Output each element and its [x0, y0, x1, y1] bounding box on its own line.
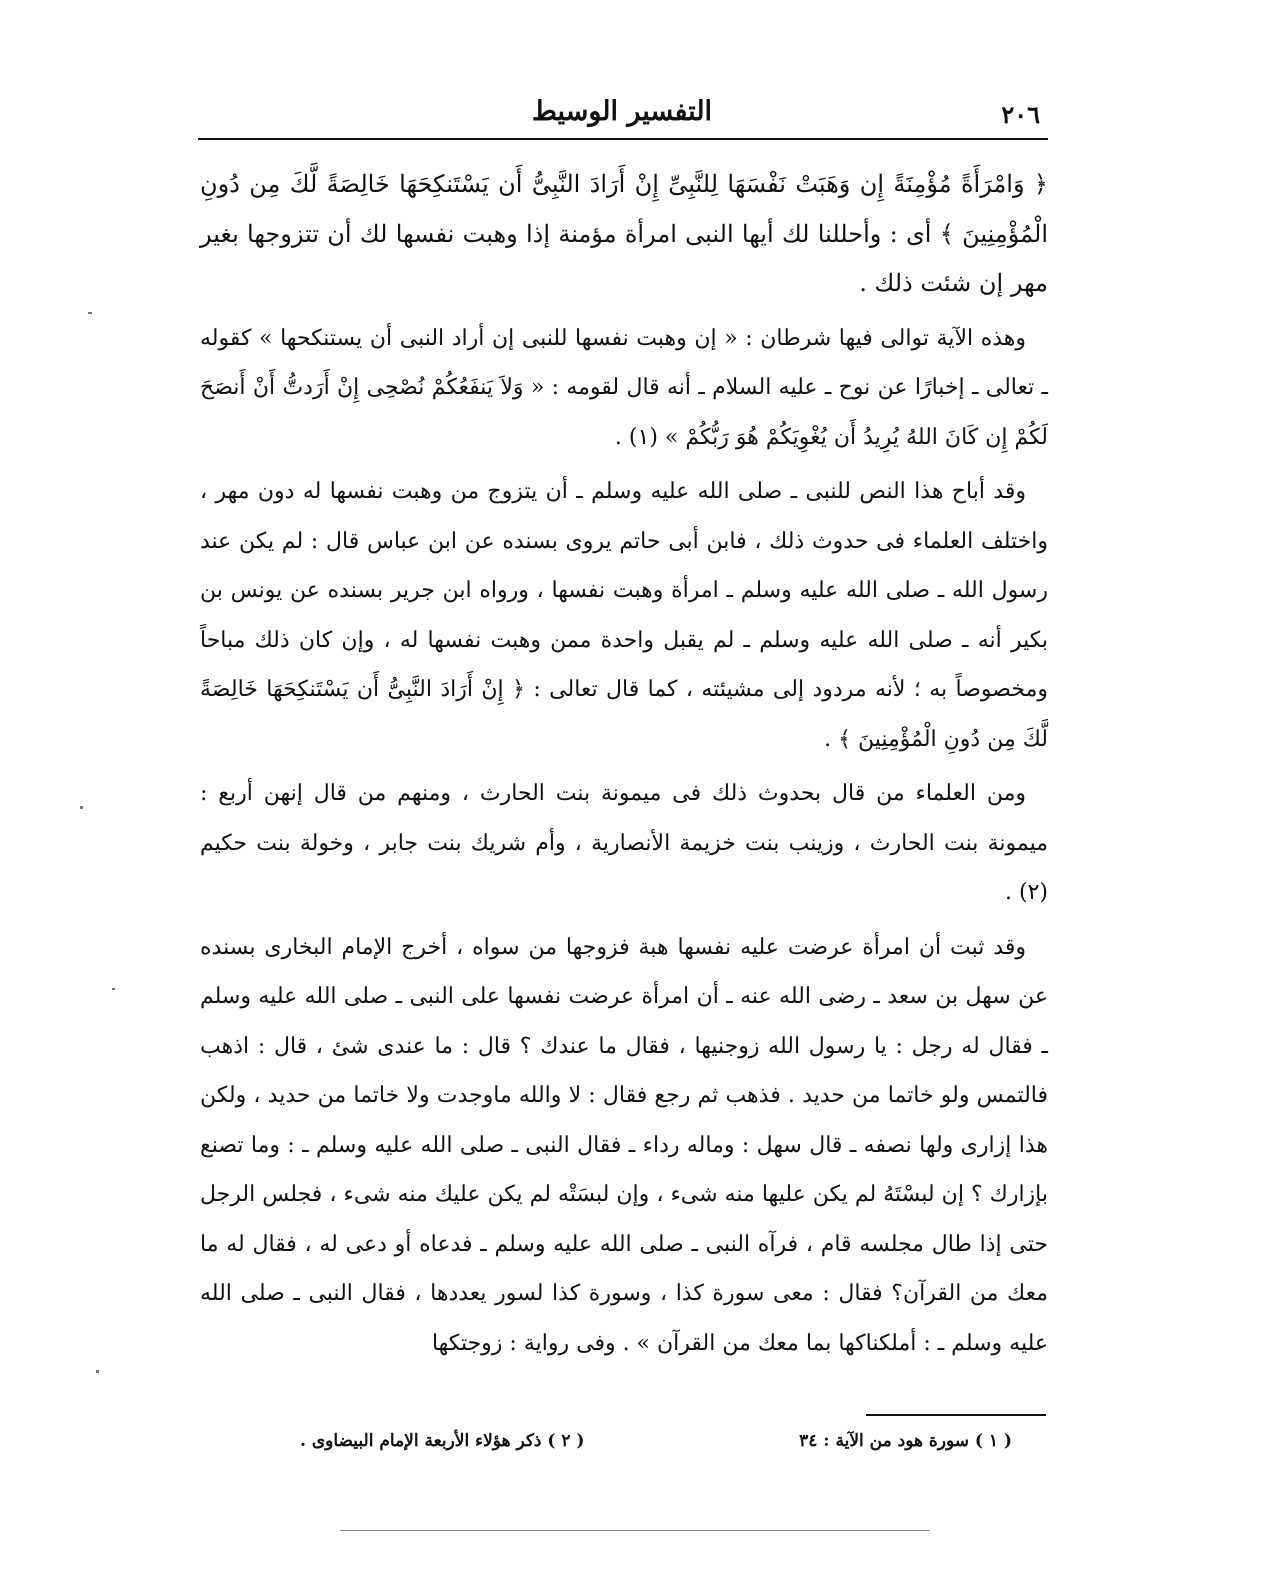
paragraph-scholars: ومن العلماء من قال بحدوث ذلك فى ميمونة بنت الحارث ، ومنهم من قال إنهن أربع : ميمونة بنت الحارث ، وزينب بنت خزيمة الأنصارية ، وأم شريك بنت جابر ، وخولة بنت حكيم (٢) .	[200, 781, 1048, 905]
scan-speck	[80, 806, 83, 809]
page-header	[196, 92, 1048, 136]
body-text	[200, 160, 1048, 1373]
footnote-rule	[866, 1414, 1046, 1416]
scan-speck	[96, 1370, 99, 1373]
paragraph-two-conditions: وهذه الآية توالى فيها شرطان : « إن وهبت نفسها للنبى إن أراد النبى أن يستنكحها » كقوله ـ تعالى ـ إخبارًا عن نوح ـ عليه السلام ـ أنه قال لقومه : « وَلاَ يَنفَعُكُمْ نُصْحِى إِنْ أَرَدتُّ أَنْ أَنصَحَ لَكُمْ إِن كَانَ اللهُ يُرِيدُ أَن يُغْوِيَكُمْ هُوَ رَبُّكُمْ » (١) .	[200, 325, 1048, 450]
scan-speck	[88, 312, 92, 314]
page-number: ٢٠٦	[1001, 100, 1040, 129]
footnotes	[300, 1424, 1012, 1460]
header-rule	[198, 138, 1048, 140]
paragraph-verse-commentary: ﴿ وَامْرَأَةً مُؤْمِنَةً إِن وَهَبَتْ نَفْسَهَا لِلنَّبِىِّ إِنْ أَرَادَ النَّبِىُّ أَن يَسْتَنكِحَهَا خَالِصَةً لَّكَ مِن دُونِ الْمُؤْمِنِينَ ﴾ أى : وأحللنا لك أيها النبى امرأة مؤمنة إذا وهبت نفسها لك أن تتزوجها بغير مهر إن شئت ذلك .	[200, 170, 1048, 297]
footnote-2: ( ٢ ) ذكر هؤلاء الأربعة الإمام البيضاوى .	[300, 1431, 585, 1451]
running-title: التفسير الوسيط	[531, 96, 713, 127]
scan-bottom-line	[340, 1530, 930, 1531]
scan-speck	[112, 988, 115, 990]
paragraph-permission: وقد أباح هذا النص للنبى ـ صلى الله عليه وسلم ـ أن يتزوج من وهبت نفسها له دون مهر ، واختلف العلماء فى حدوث ذلك ، فابن أبى حاتم يروى بسنده عن ابن عباس قال : لم يكن عند رسول الله ـ صلى الله عليه وسلم ـ امرأة وهبت نفسها ، ورواه ابن جرير بسنده عن يونس بن بكير أنه ـ صلى الله عليه وسلم ـ لم يقبل واحدة ممن وهبت نفسها له ، وإن كان ذلك مباحاً ومخصوصاً به ؛ لأنه مردود إلى مشيئته ، كما قال تعالى : ﴿ إِنْ أَرَادَ النَّبِىُّ أَن يَسْتَنكِحَهَا خَالِصَةً لَّكَ مِن دُونِ الْمُؤْمِنِينَ ﴾ .	[200, 479, 1048, 752]
paragraph-bukhari-narration: وقد ثبت أن امرأة عرضت عليه نفسها هبة فزوجها من سواه ، أخرج الإمام البخارى بسنده عن سهل بن سعد ـ رضى الله عنه ـ أن امرأة عرضت نفسها على النبى ـ صلى الله عليه وسلم ـ فقال له رجل : يا رسول الله زوجنيها ، فقال ما عندك ؟ قال : ما عندى شئ ، قال : اذهب فالتمس ولو خاتما من حديد . فذهب ثم رجع فقال : لا والله ماوجدت ولا خاتما من حديد ، ولكن هذا إزارى ولها نصفه ـ قال سهل : وماله رداء ـ فقال النبى ـ صلى الله عليه وسلم ـ : وما تصنع بإزارك ؟ إن لبسْتَهُ لم يكن عليها منه شىء ، وإن لبسَتْه لم يكن عليك منه شىء ، فجلس الرجل حتى إذا طال مجلسه قام ، فرآه النبى ـ صلى الله عليه وسلم ـ فدعاه أو دعى له ، فقال له ما معك من القرآن؟ فقال : معى سورة كذا ، وسورة كذا لسور يعددها ، فقال النبى ـ صلى الله عليه وسلم ـ : أملكناكها بما معك من القرآن » . وفى رواية : زوجتكها	[200, 934, 1048, 1356]
footnote-1: ( ١ ) سورة هود من الآية : ٣٤	[799, 1431, 1012, 1451]
